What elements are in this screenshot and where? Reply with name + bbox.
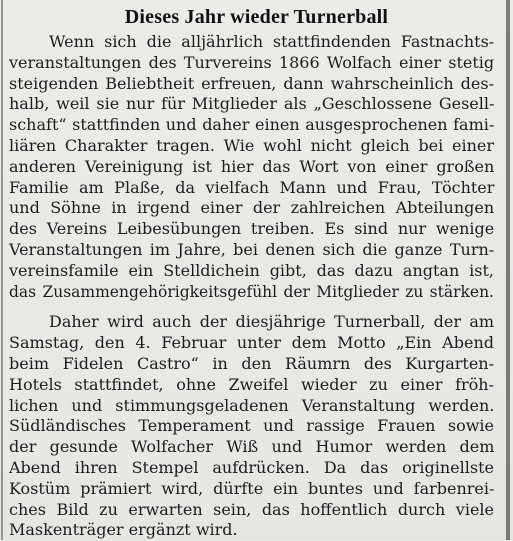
- text-line: des Vereins Leibesübungen treiben. Es sind nur wenige: [9, 219, 495, 239]
- text-line: beim Fidelen Castro“ in den Räumrn des Kurgarten-: [9, 353, 494, 373]
- article-headline: Dieses Jahr wieder Turnerball: [124, 6, 389, 28]
- text-line: vereinsfamile ein Stelldichein gibt, das dazu angtan ist,: [9, 260, 494, 280]
- text-line: Hotels stattfindet, ohne Zweifel wieder zu einer fröh-: [9, 374, 494, 394]
- article-body: [9, 32, 494, 541]
- text-line: Maskenträger ergänzt wird.: [9, 520, 238, 540]
- text-line: Veranstaltungen im Jahre, bei denen sich die ganze Turn-: [9, 239, 495, 259]
- text-line: Samstag, den 4. Februar unter dem Motto „Ein Abend: [9, 333, 494, 353]
- text-line: und Söhne in irgend einer der zahlreichen Abteilungen: [9, 198, 495, 218]
- text-line: das Zusammengehörigkeitsgefühl der Mitglieder zu stärken.: [9, 282, 494, 301]
- text-line: veranstaltungen des Turvereins 1866 Wolfach einer stetig: [9, 52, 495, 72]
- text-line: steigenden Beliebtheit erfreuen, dann wahrscheinlich des-: [9, 73, 494, 93]
- left-column-rule: [1, 0, 3, 540]
- text-line: Wenn sich die alljährlich stattfindenden Fastnachts-: [49, 32, 495, 51]
- paragraph-1: [9, 32, 494, 302]
- paragraph-2: [9, 312, 494, 541]
- text-line: Familie am Plaße, da vielfach Mann und Frau, Töchter: [9, 177, 495, 197]
- paragraph-spacer: [9, 302, 494, 312]
- text-line: lichen und stimmungsgeladenen Veranstaltung werden.: [9, 395, 495, 415]
- text-line: ches Bild zu erwarten sein, das hoffentlich durch viele: [9, 499, 494, 519]
- right-column-rule: [506, 0, 510, 540]
- text-line: liären Charakter tragen. Wie wohl nicht gleich bei einer: [9, 135, 494, 155]
- text-line: halb, weil sie nur für Mitglieder als „Geschlossene Gesell-: [9, 94, 495, 114]
- text-line: der gesunde Wolfacher Wiß und Humor werden dem: [9, 437, 495, 457]
- text-line: Abend ihren Stempel aufdrücken. Da das originellste: [9, 457, 494, 477]
- text-line: Südländisches Temperament und rassige Frauen sowie: [9, 416, 494, 436]
- text-line: Daher wird auch der diesjährige Turnerball, der am: [49, 312, 495, 332]
- text-line: anderen Vereinigung ist hier das Wort von einer großen: [9, 156, 495, 176]
- text-line: schaft“ stattfinden und daher einen ausgesprochenen fami-: [9, 115, 495, 135]
- text-line: Kostüm prämiert wird, dürfte ein buntes und farbenrei-: [9, 478, 495, 498]
